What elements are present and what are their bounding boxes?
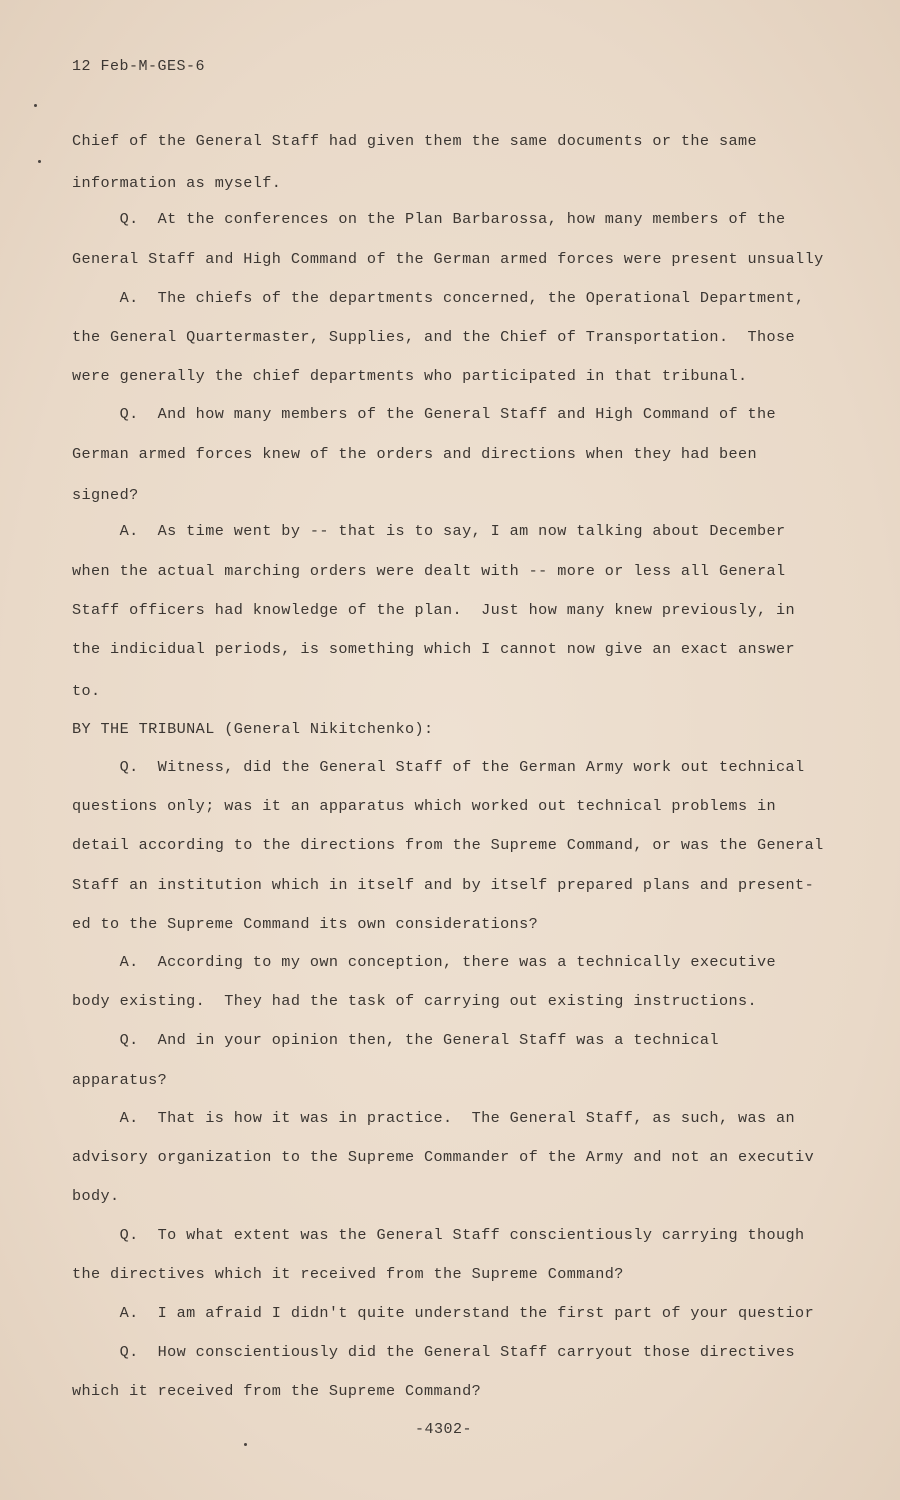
text-line: to. [72,682,101,700]
text-line: Staff officers had knowledge of the plan. Just how many knew previously, in [72,601,796,619]
text-line: questions only; was it an apparatus which worked out technical problems in [72,797,777,815]
text-line: A. The chiefs of the departments concerned, the Operational Department, [72,289,805,307]
page-header: 12 Feb-M-GES-6 [72,58,206,75]
text-line: A. According to my own conception, there was a technically executive [72,953,777,971]
text-line: A. As time went by -- that is to say, I am now talking about December [72,522,786,540]
text-line: Q. To what extent was the General Staff conscientiously carrying though [72,1226,805,1244]
text-line: when the actual marching orders were dealt with -- more or less all General [72,562,786,580]
text-line: ed to the Supreme Command its own considerations? [72,915,539,933]
text-line: advisory organization to the Supreme Commander of the Army and not an executiv [72,1148,815,1166]
section-heading: BY THE TRIBUNAL (General Nikitchenko): [72,720,434,738]
page-number: -4302- [415,1421,473,1438]
text-line: body existing. They had the task of carrying out existing instructions. [72,992,758,1010]
text-line: signed? [72,486,139,504]
text-line: Staff an institution which in itself and by itself prepared plans and present- [72,876,815,894]
text-line: Chief of the General Staff had given them the same documents or the same [72,132,758,150]
text-line: Q. And how many members of the General Staff and High Command of the [72,405,777,423]
text-line: the General Quartermaster, Supplies, and the Chief of Transportation. Those [72,328,796,346]
text-line: General Staff and High Command of the German armed forces were present unsually [72,250,824,268]
text-line: A. That is how it was in practice. The General Staff, as such, was an [72,1109,796,1127]
text-line: detail according to the directions from the Supreme Command, or was the General [72,836,824,854]
text-line: the indicidual periods, is something which I cannot now give an exact answer [72,640,796,658]
text-line: Q. At the conferences on the Plan Barbarossa, how many members of the [72,210,786,228]
text-line: German armed forces knew of the orders and directions when they had been [72,445,758,463]
text-line: were generally the chief departments who participated in that tribunal. [72,367,748,385]
text-line: Q. How conscientiously did the General Staff carryout those directives [72,1343,796,1361]
ink-speck [38,160,41,163]
text-line: body. [72,1187,120,1205]
text-line: the directives which it received from the Supreme Command? [72,1265,624,1283]
text-line: A. I am afraid I didn't quite understand the first part of your questior [72,1304,815,1322]
ink-speck [34,104,37,107]
text-line: Q. Witness, did the General Staff of the German Army work out technical [72,758,805,776]
ink-speck [244,1443,247,1446]
text-line: information as myself. [72,174,282,192]
text-line: which it received from the Supreme Command? [72,1382,482,1400]
text-line: Q. And in your opinion then, the General Staff was a technical [72,1031,719,1049]
text-line: apparatus? [72,1071,168,1089]
